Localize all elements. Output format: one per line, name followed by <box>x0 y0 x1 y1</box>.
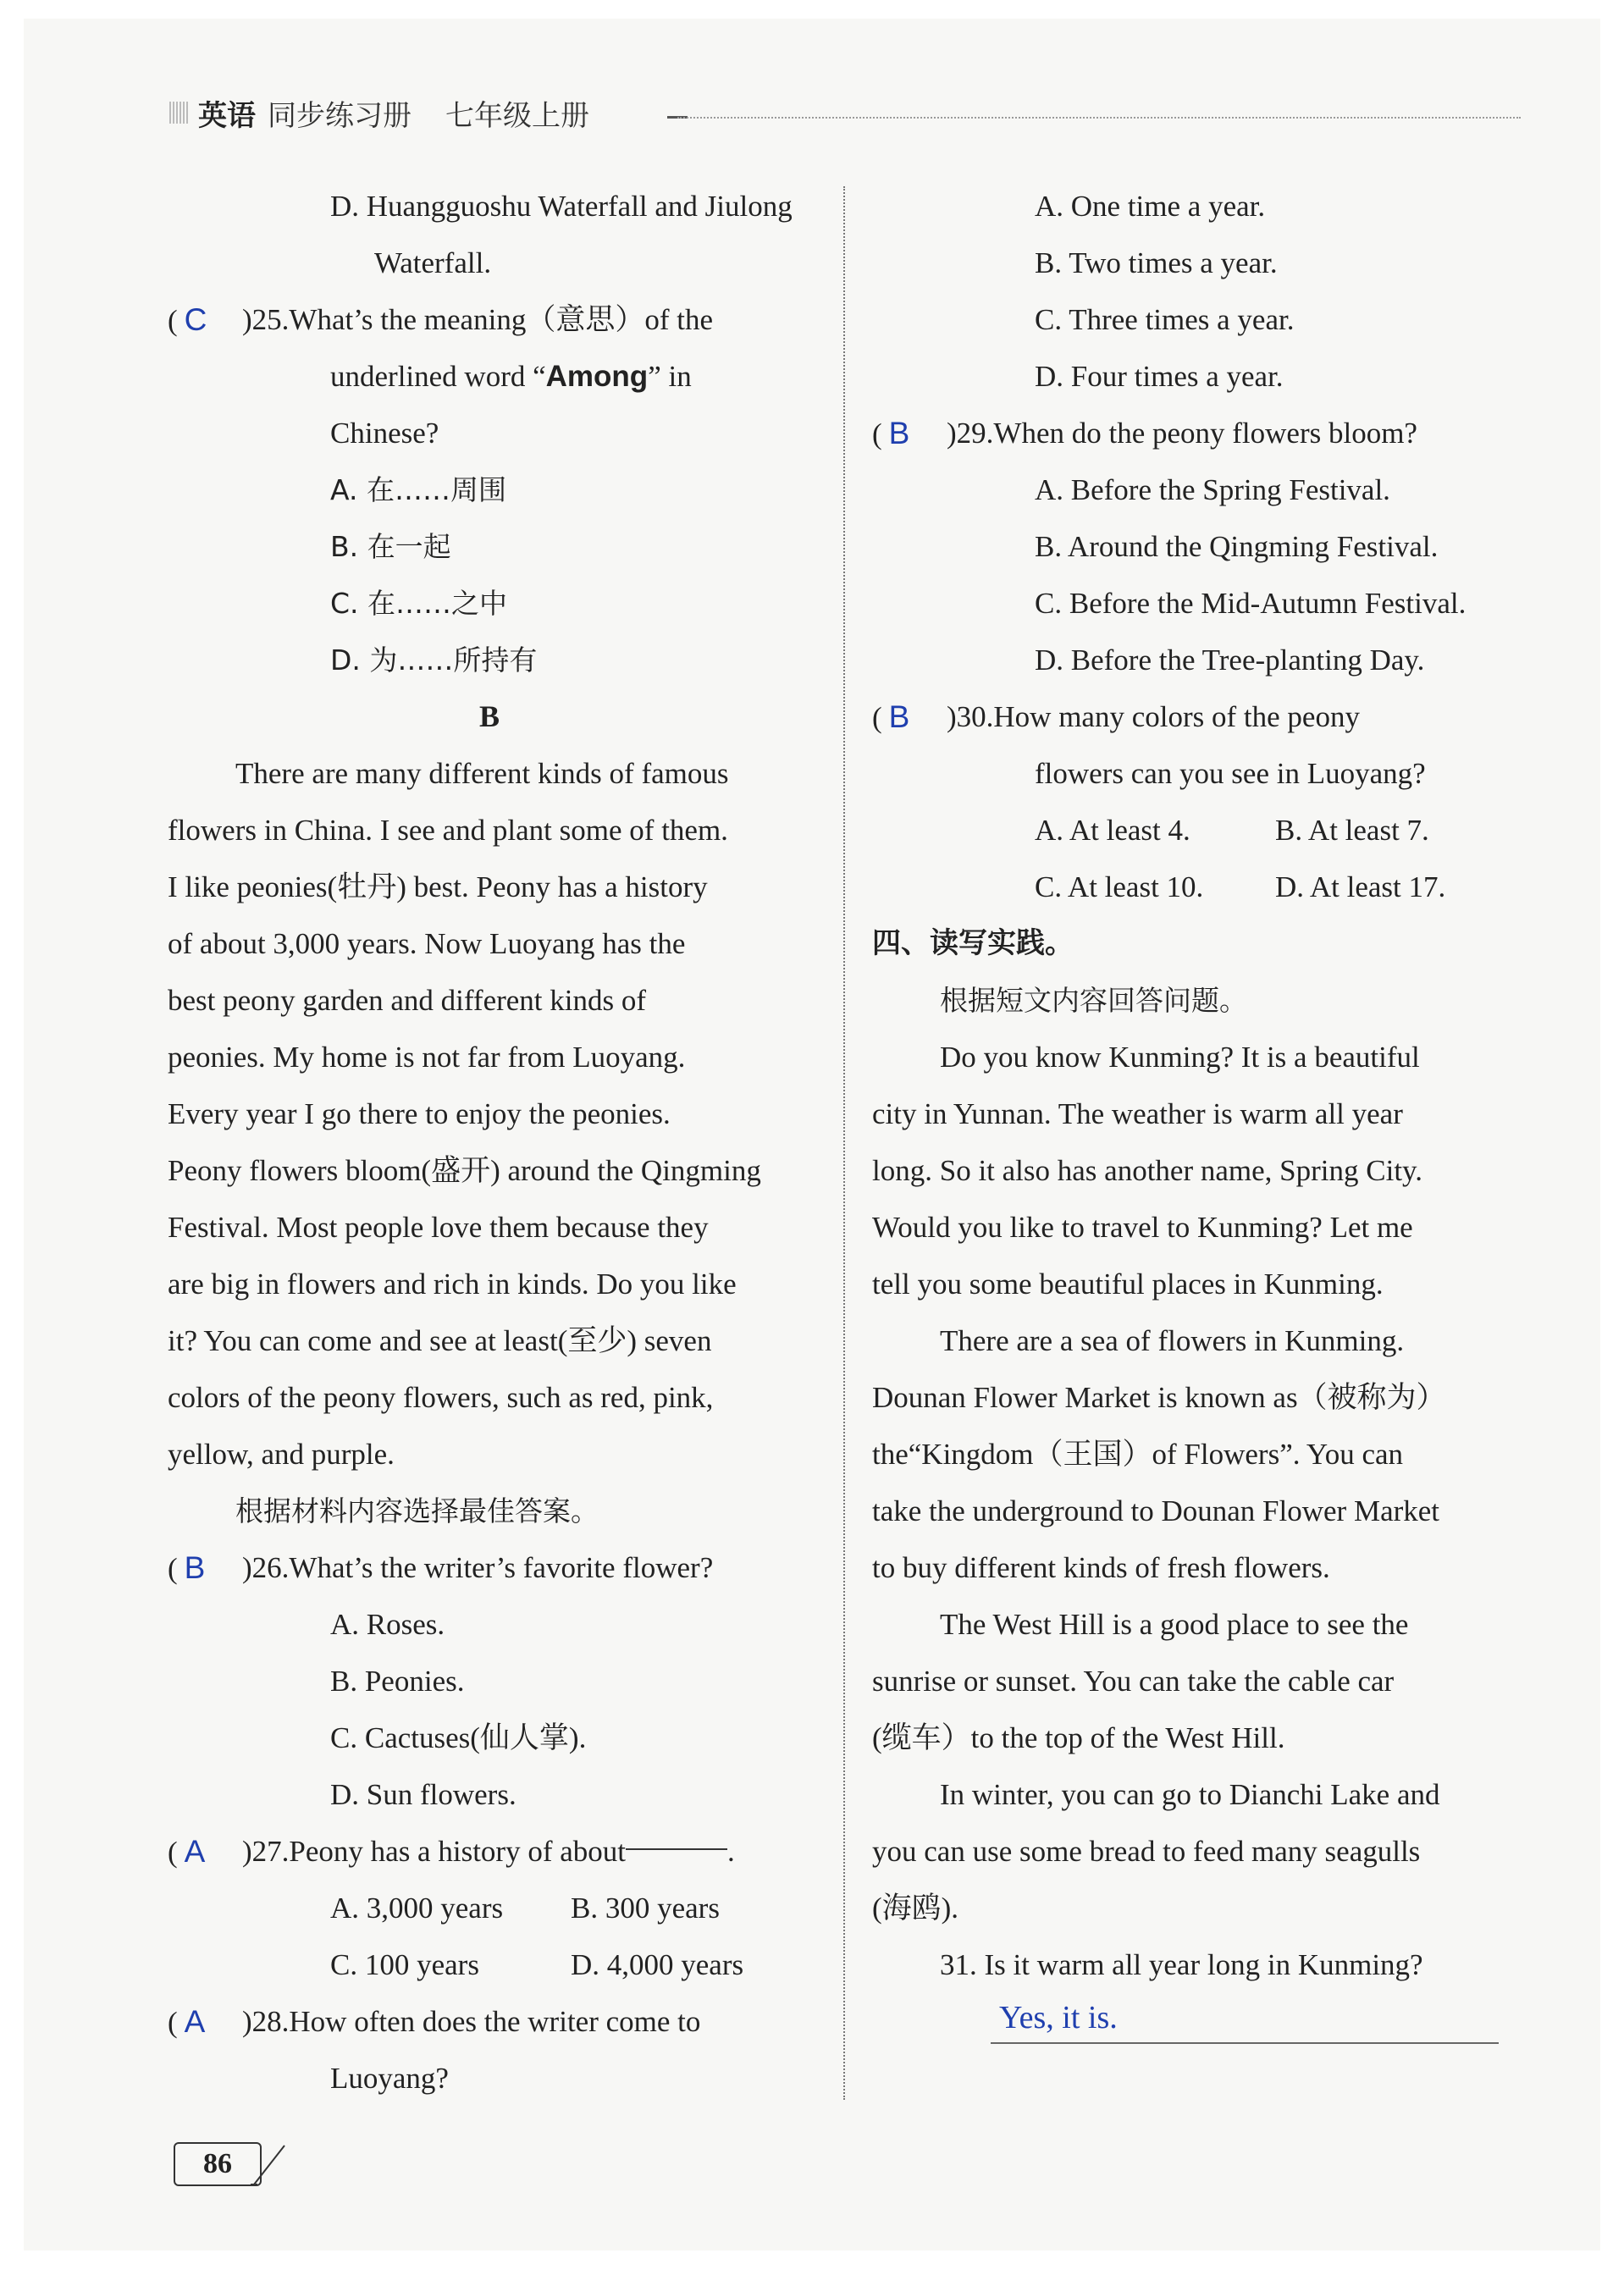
q28-line2: Luoyang? <box>330 2062 449 2095</box>
passage-line: tell you some beautiful places in Kunming. <box>872 1268 1384 1301</box>
q28-line1: How often does the writer come to <box>289 2005 701 2038</box>
q27-end: . <box>726 1835 735 1868</box>
passage-line: Festival. Most people love them because they <box>168 1211 709 1244</box>
q27-number: )27. <box>242 1835 290 1868</box>
q27-option-c: C. 100 years <box>330 1948 479 1981</box>
q25-option-b: B. 在一起 <box>330 530 451 563</box>
q25-option-a: A. 在……周围 <box>330 473 506 506</box>
q26-option-a: A. Roses. <box>330 1608 445 1641</box>
q30-option-d: D. At least 17. <box>1275 870 1446 903</box>
prev-option-d: D. Huangguoshu Waterfall and Jiulong <box>330 190 793 223</box>
answer-paren: ( A <box>168 1993 242 2050</box>
passage-line: long. So it also has another name, Spring City. <box>872 1154 1423 1187</box>
passage-line: (缆车）to the top of the West Hill. <box>872 1721 1285 1754</box>
passage-line: take the underground to Dounan Flower Market <box>872 1494 1440 1527</box>
passage-line: (海鸥). <box>872 1892 959 1925</box>
q30-option-a: A. At least 4. <box>1035 814 1190 847</box>
instruction: 根据材料内容选择最佳答案。 <box>235 1494 599 1527</box>
passage-line: The West Hill is a good place to see the <box>940 1608 1409 1641</box>
passage-line: the“Kingdom（王国）of Flowers”. You can <box>872 1438 1404 1471</box>
q25-option-c: C. 在……之中 <box>330 587 508 620</box>
prev-option-d-cont: Waterfall. <box>374 246 492 279</box>
header-rule-dotted <box>677 117 1521 119</box>
answer-paren: ( A <box>168 1823 242 1880</box>
q27-blank <box>626 1823 727 1850</box>
q27-option-d: D. 4,000 years <box>571 1948 744 1981</box>
q27-text: Peony has a history of about <box>289 1835 626 1868</box>
answer-28: A <box>184 2004 206 2039</box>
passage-line: Dounan Flower Market is known as（被称为） <box>872 1381 1446 1414</box>
q30-option-c: C. At least 10. <box>1035 870 1204 903</box>
passage-line: are big in flowers and rich in kinds. Do you like <box>168 1268 737 1301</box>
header-subject: 英语 <box>198 98 256 133</box>
answer-27: A <box>184 1834 206 1869</box>
question-25 <box>168 291 811 348</box>
q29-option-a: A. Before the Spring Festival. <box>1035 473 1390 506</box>
passage-line: In winter, you can go to Dianchi Lake and <box>940 1778 1440 1811</box>
passage-line: city in Yunnan. The weather is warm all year <box>872 1097 1403 1130</box>
q30-options-row2 <box>872 859 1516 915</box>
q25-line2-pre: underlined word “ <box>330 360 546 393</box>
passage-line: yellow, and purple. <box>168 1438 395 1471</box>
right-column <box>872 178 1516 2044</box>
passage-line: Would you like to travel to Kunming? Let me <box>872 1211 1413 1244</box>
answer-paren: ( B <box>168 1539 242 1596</box>
q29-option-d: D. Before the Tree-planting Day. <box>1035 643 1425 677</box>
passage-line: Do you know Kunming? It is a beautiful <box>940 1041 1420 1074</box>
passage-kunming <box>872 1029 1516 1936</box>
question-27 <box>168 1823 811 1880</box>
q30-line1: How many colors of the peony <box>993 700 1360 733</box>
q29-text: When do the peony flowers bloom? <box>993 417 1417 450</box>
q30-number: )30. <box>947 700 994 733</box>
passage-line: Peony flowers bloom(盛开) around the Qingming <box>168 1154 761 1187</box>
passage-line: There are a sea of flowers in Kunming. <box>940 1324 1405 1357</box>
q26-number: )26. <box>242 1551 290 1584</box>
question-30 <box>872 688 1516 745</box>
passage-b <box>168 745 811 1483</box>
passage-line: it? You can come and see at least(至少) seven <box>168 1324 712 1357</box>
q30-option-b: B. At least 7. <box>1275 814 1429 847</box>
answer-paren: ( C <box>168 291 242 348</box>
answer-31: Yes, it is. <box>999 2000 1118 2035</box>
q28-option-c: C. Three times a year. <box>1035 303 1295 336</box>
passage-line: of about 3,000 years. Now Luoyang has the <box>168 927 686 960</box>
answer-25: C <box>184 302 207 337</box>
passage-line: flowers in China. I see and plant some of them. <box>168 814 728 847</box>
passage-line: colors of the peony flowers, such as red, pink, <box>168 1381 714 1414</box>
q27-options-row2 <box>168 1936 811 1993</box>
passage-line: best peony garden and different kinds of <box>168 984 647 1017</box>
answer-paren: ( B <box>872 405 947 461</box>
q29-option-c: C. Before the Mid-Autumn Festival. <box>1035 587 1467 620</box>
header-mark-icon <box>169 102 190 124</box>
q25-number: )25. <box>242 303 290 336</box>
left-column <box>168 178 811 2107</box>
q25-line2 <box>168 348 811 405</box>
q27-option-b: B. 300 years <box>571 1892 720 1925</box>
q25-line1: What’s the meaning（意思）of the <box>289 303 713 336</box>
header-grade: 七年级上册 <box>445 98 589 133</box>
passage-line: sunrise or sunset. You can take the cable car <box>872 1665 1395 1698</box>
q30-options-row1 <box>872 802 1516 859</box>
q29-number: )29. <box>947 417 994 450</box>
q26-option-b: B. Peonies. <box>330 1665 465 1698</box>
passage-line: There are many different kinds of famous <box>235 757 729 790</box>
q25-line3: Chinese? <box>330 417 439 450</box>
q25-line2-post: ” in <box>648 360 692 393</box>
question-31: 31. Is it warm all year long in Kunming? <box>940 1948 1423 1981</box>
q25-option-d: D. 为……所持有 <box>330 643 538 677</box>
answer-paren: ( B <box>872 688 947 745</box>
q29-option-b: B. Around the Qingming Festival. <box>1035 530 1439 563</box>
page-number: 86 <box>174 2142 262 2186</box>
q28-option-a: A. One time a year. <box>1035 190 1266 223</box>
answer-31-line <box>991 2042 1499 2044</box>
q26-option-c: C. Cactuses(仙人掌). <box>330 1721 587 1754</box>
answer-26: B <box>184 1550 206 1585</box>
page-number-slash-icon <box>251 2140 290 2188</box>
section-b-title: B <box>478 699 500 733</box>
question-29 <box>872 405 1516 461</box>
q28-option-d: D. Four times a year. <box>1035 360 1284 393</box>
q28-number: )28. <box>242 2005 290 2038</box>
q25-among: Among <box>545 360 649 393</box>
passage-line: you can use some bread to feed many seagulls <box>872 1835 1421 1868</box>
question-26 <box>168 1539 811 1596</box>
passage-line: peonies. My home is not far from Luoyang. <box>168 1041 686 1074</box>
passage-line: I like peonies(牡丹) best. Peony has a history <box>168 870 708 903</box>
q26-text: What’s the writer’s favorite flower? <box>289 1551 714 1584</box>
q27-option-a: A. 3,000 years <box>330 1892 504 1925</box>
q28-option-b: B. Two times a year. <box>1035 246 1278 279</box>
passage-line: to buy different kinds of fresh flowers. <box>872 1551 1330 1584</box>
question-28 <box>168 1993 811 2050</box>
passage-line: Every year I go there to enjoy the peonies. <box>168 1097 671 1130</box>
header-title: 同步练习册 <box>268 98 412 133</box>
page-header <box>169 93 589 132</box>
q26-option-d: D. Sun flowers. <box>330 1778 516 1811</box>
section-4-title: 四、读写实践。 <box>872 926 1074 960</box>
q30-line2: flowers can you see in Luoyang? <box>1035 757 1426 790</box>
section-4-instruction: 根据短文内容回答问题。 <box>940 984 1247 1017</box>
answer-29: B <box>888 416 910 450</box>
column-divider <box>843 186 845 2100</box>
answer-30: B <box>888 699 910 734</box>
q27-options-row1 <box>168 1880 811 1936</box>
